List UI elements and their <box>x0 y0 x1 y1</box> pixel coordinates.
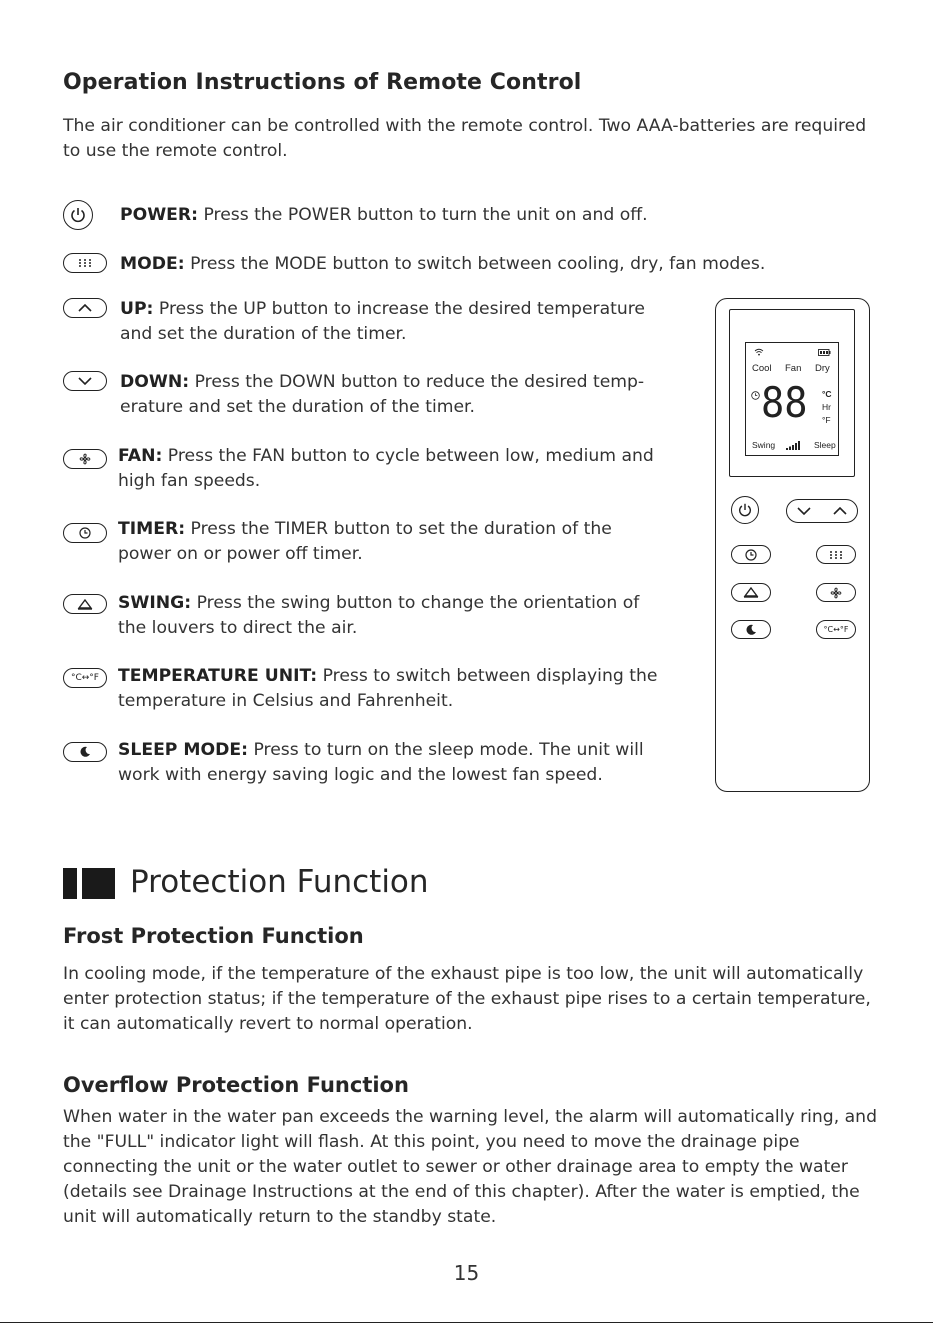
temp-unit-icon: °C↔°F <box>63 668 107 688</box>
remote-temp-unit-button: °C↔°F <box>816 620 856 639</box>
subsection-title-overflow: Overflow Protection Function <box>63 1073 409 1097</box>
swing-icon <box>63 594 107 614</box>
lcd-dry-label: Dry <box>815 363 830 374</box>
lcd-digits: 88 <box>761 378 808 427</box>
battery-icon <box>818 349 831 356</box>
svg-text:z: z <box>86 748 89 753</box>
page-bottom-rule <box>0 1322 933 1323</box>
remote-swing-button <box>731 583 771 602</box>
frost-paragraph: In cooling mode, if the temperature of the exhaust pipe is too low, the unit will automatically enter protection status; if the temperature of the exhaust pipe rises to a certain temperature, it can automatically revert to normal operation. <box>63 964 871 1034</box>
timer-icon <box>63 523 107 543</box>
wifi-icon <box>754 348 764 356</box>
button-desc-power: POWER: Press the POWER button to turn the unit on and off. <box>120 205 648 225</box>
remote-timer-button <box>731 545 771 564</box>
intro-paragraph: The air conditioner can be controlled with the remote control. Two AAA-batteries are required to use the remote control. <box>63 116 867 161</box>
section-marker-bar <box>63 868 77 899</box>
section-marker-block <box>82 868 115 899</box>
remote-lcd-display <box>745 342 839 456</box>
page-number: 15 <box>453 1261 480 1285</box>
button-desc-swing: SWING: Press the swing button to change the orientation of the louvers to direct the air. <box>118 593 640 638</box>
button-desc-fan: FAN: Press the FAN button to cycle between low, medium and high fan speeds. <box>118 446 654 491</box>
lcd-celsius: °C <box>822 389 832 399</box>
button-desc-sleep: SLEEP MODE: Press to turn on the sleep mode. The unit will work with energy saving logic and the lowest fan speed. <box>118 740 644 785</box>
down-icon <box>63 371 107 391</box>
signal-bars-icon <box>786 441 800 450</box>
mode-icon <box>63 253 107 273</box>
section-title-remote: Operation Instructions of Remote Control <box>63 70 582 95</box>
power-icon <box>63 200 93 230</box>
remote-fan-button <box>816 583 856 602</box>
lcd-swing-label: Swing <box>752 440 776 450</box>
lcd-sleep-label: Sleep <box>814 440 836 450</box>
button-desc-down: DOWN: Press the DOWN button to reduce the desired temp-erature and set the duration of the timer. <box>120 372 645 417</box>
remote-down-icon <box>797 507 811 515</box>
up-icon <box>63 298 107 318</box>
lcd-cool-label: Cool <box>752 363 772 374</box>
remote-sleep-button <box>731 620 771 639</box>
lcd-fan-label: Fan <box>785 363 802 374</box>
lcd-hr: Hr <box>822 402 831 412</box>
lcd-fahrenheit: °F <box>822 415 831 425</box>
overflow-paragraph: When water in the water pan exceeds the warning level, the alarm will automatically ring, and the "FULL" indicator light will flash. At this point, you need to move the drainage pipe connecting the unit or the water outlet to sewer or other drainage area to empty the water (details see Drainage Instructions at the end of this chapter). After the water is emptied, the unit will automatically return to the standby state. <box>63 1107 877 1227</box>
remote-up-down-button <box>786 499 858 523</box>
section-title-protection: Protection Function <box>130 864 429 900</box>
button-desc-timer: TIMER: Press the TIMER button to set the duration of the power on or power off timer. <box>118 519 612 564</box>
fan-icon <box>63 449 107 469</box>
button-desc-mode: MODE: Press the MODE button to switch between cooling, dry, fan modes. <box>120 254 766 274</box>
lcd-timer-icon <box>751 391 760 400</box>
button-desc-temp-unit: TEMPERATURE UNIT: Press to switch between displaying the temperature in Celsius and Fahrenheit. <box>118 666 658 711</box>
remote-up-icon <box>833 507 847 515</box>
button-desc-up: UP: Press the UP button to increase the desired temperature and set the duration of the timer. <box>120 299 646 344</box>
sleep-icon <box>63 742 107 762</box>
remote-mode-button <box>816 545 856 564</box>
remote-power-button <box>731 496 759 524</box>
subsection-title-frost: Frost Protection Function <box>63 924 364 948</box>
